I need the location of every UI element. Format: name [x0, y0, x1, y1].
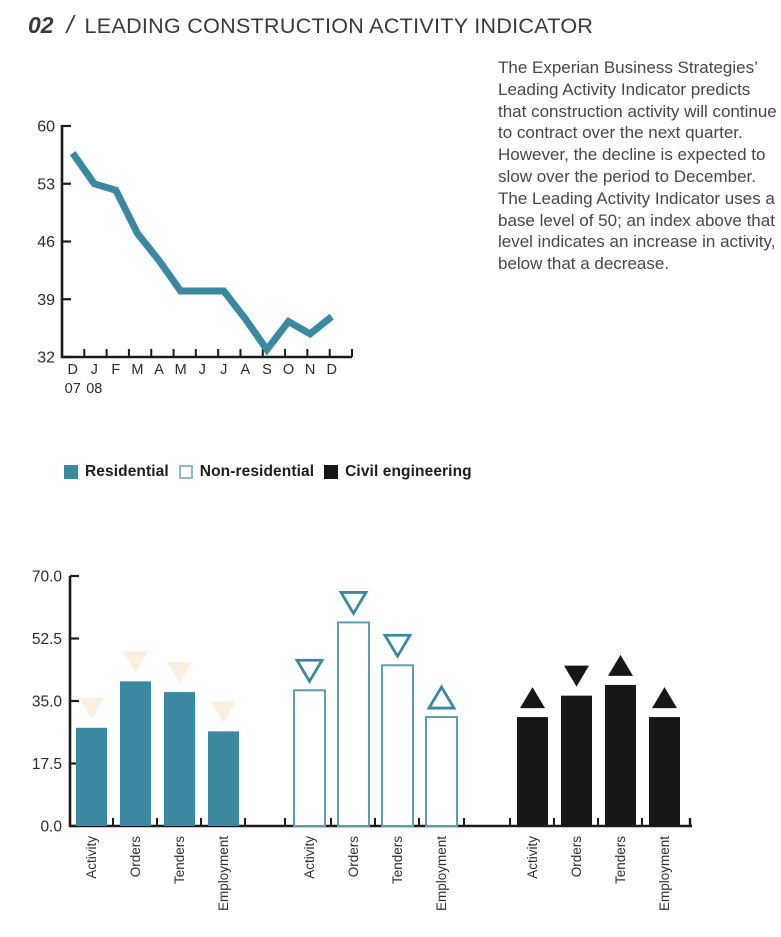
line-chart-axes	[62, 125, 352, 357]
bar-category-label: Employment	[657, 836, 672, 912]
line-chart	[20, 100, 420, 412]
change-arrow-down-icon	[385, 635, 410, 656]
y-tick-label: 60	[37, 118, 55, 136]
bar-category-label: Employment	[216, 836, 231, 912]
month-label: D	[67, 362, 78, 378]
bar-chart	[0, 560, 781, 937]
bar-category-label: Orders	[346, 836, 361, 878]
legend-item-residential	[64, 463, 169, 481]
bar-non-residential-employment	[426, 717, 457, 826]
bar-category-label: Tenders	[172, 836, 187, 885]
month-label: J	[220, 362, 228, 378]
month-label: S	[262, 362, 272, 378]
bar-non-residential-orders	[338, 622, 369, 826]
change-arrow-down-icon	[79, 698, 104, 719]
legend-item-civil-engineering	[324, 463, 472, 481]
bar-residential-tenders	[164, 692, 195, 826]
bar-residential-employment	[208, 731, 239, 826]
month-label: M	[131, 362, 144, 378]
header-slash-divider: /	[66, 11, 74, 39]
change-arrow-down-icon	[341, 592, 366, 613]
year-label: 07	[64, 381, 81, 397]
month-label: J	[90, 362, 98, 378]
month-label: D	[326, 362, 337, 378]
legend-swatch-icon	[64, 465, 78, 479]
legend-swatch-icon	[324, 465, 338, 479]
y-tick-label: 17.5	[31, 756, 62, 773]
month-label: O	[282, 362, 295, 378]
legend-swatch-icon	[179, 465, 193, 479]
bar-category-label: Employment	[434, 836, 449, 912]
y-tick-label: 35.0	[31, 693, 62, 711]
page-title: LEADING CONSTRUCTION ACTIVITY INDICATOR	[84, 14, 594, 38]
bar-residential-activity	[76, 728, 107, 826]
bar-category-label: Activity	[84, 836, 99, 879]
bar-category-label: Orders	[569, 836, 584, 878]
bar-non-residential-tenders	[382, 665, 413, 826]
change-arrow-up-icon	[429, 687, 454, 708]
month-label: M	[174, 362, 187, 378]
month-label: A	[240, 362, 251, 378]
change-arrow-down-icon	[564, 666, 589, 687]
month-label: N	[304, 362, 316, 378]
bar-civil-engineering-orders	[561, 696, 592, 826]
change-arrow-down-icon	[297, 660, 322, 681]
section-number: 02	[28, 12, 54, 38]
month-label: A	[154, 362, 164, 378]
change-arrow-up-icon	[652, 687, 677, 708]
legend-item-non-residential	[179, 463, 314, 481]
change-arrow-down-icon	[211, 701, 236, 722]
legend-label: Non-residential	[199, 463, 315, 480]
bar-non-residential-activity	[294, 690, 325, 826]
bar-civil-engineering-activity	[517, 717, 548, 826]
y-tick-label: 32	[37, 349, 55, 367]
y-tick-label: 46	[37, 234, 55, 251]
bar-category-label: Orders	[128, 836, 143, 878]
activity-indicator-line-series	[73, 153, 332, 349]
legend-label: Civil engineering	[345, 463, 472, 480]
y-tick-label: 52.5	[31, 631, 62, 648]
month-label: F	[111, 362, 121, 378]
y-tick-label: 53	[37, 176, 55, 194]
bar-civil-engineering-employment	[649, 717, 680, 826]
change-arrow-down-icon	[167, 662, 192, 683]
bar-category-label: Activity	[525, 836, 540, 879]
bar-category-label: Activity	[302, 836, 317, 879]
legend-label: Residential	[85, 463, 169, 480]
bar-civil-engineering-tenders	[605, 685, 636, 826]
change-arrow-up-icon	[608, 655, 633, 676]
month-label: J	[198, 362, 206, 378]
legend	[64, 463, 482, 481]
bar-residential-orders	[120, 681, 151, 826]
y-tick-label: 0.0	[40, 818, 62, 836]
bar-category-label: Tenders	[390, 836, 405, 885]
change-arrow-down-icon	[123, 651, 148, 672]
year-label: 08	[86, 381, 103, 397]
y-tick-label: 39	[37, 291, 55, 309]
bar-category-label: Tenders	[613, 836, 628, 885]
y-tick-label: 70.0	[31, 568, 62, 586]
page-header	[28, 11, 593, 40]
description-text: The Experian Business Strategies’ Leading Activity Indicator predicts that construction activity will continue to contract over the next quarter. However, the decline is expected to slow over the period to December. The Leading Activity Indicator uses a base level of 50; an index above that level indicates an increase in activity, below that a decrease.	[498, 58, 777, 274]
change-arrow-up-icon	[520, 687, 545, 708]
